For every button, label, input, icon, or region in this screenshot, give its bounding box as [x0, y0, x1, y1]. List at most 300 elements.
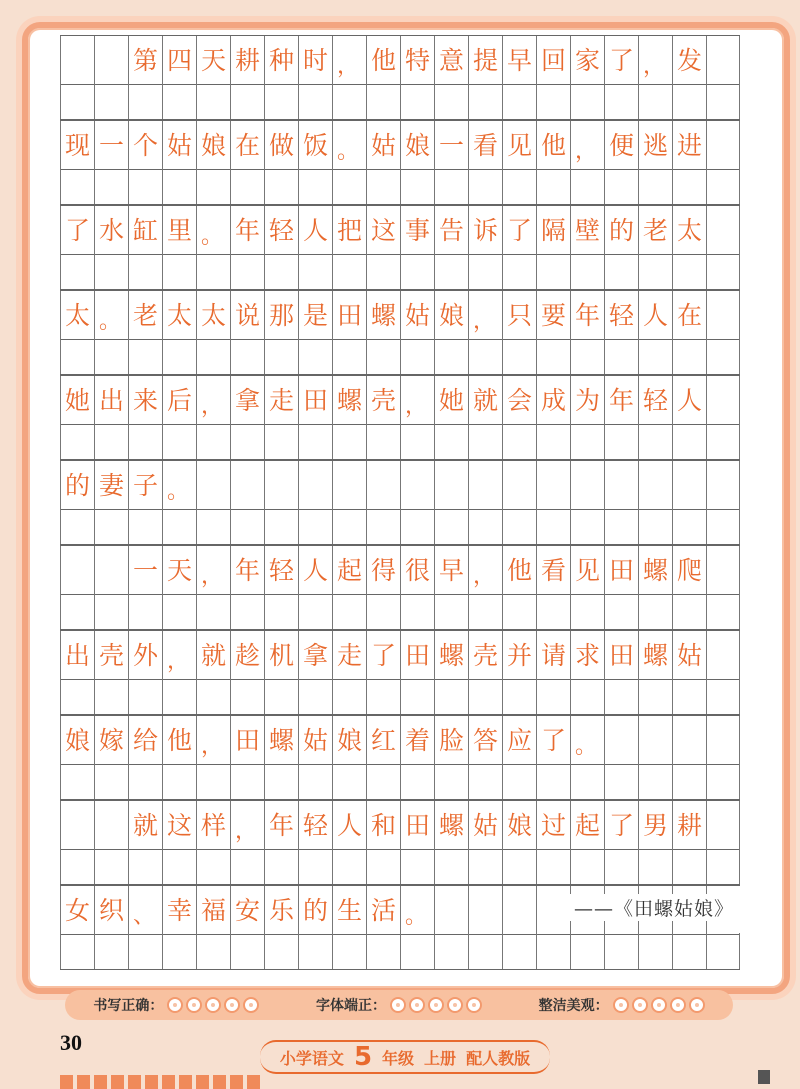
- practice-cell[interactable]: [400, 763, 434, 799]
- practice-cell[interactable]: [298, 508, 332, 544]
- writing-cell[interactable]: 姑: [366, 121, 400, 169]
- writing-cell[interactable]: 走: [332, 631, 366, 679]
- practice-cell[interactable]: [94, 848, 128, 884]
- flower-icon[interactable]: [243, 997, 259, 1013]
- practice-cell[interactable]: [536, 763, 570, 799]
- practice-cell[interactable]: [434, 338, 468, 374]
- writing-cell[interactable]: 螺: [332, 376, 366, 424]
- practice-cell[interactable]: [332, 83, 366, 119]
- writing-cell[interactable]: 起: [570, 801, 604, 849]
- flower-icon[interactable]: [409, 997, 425, 1013]
- writing-cell[interactable]: [264, 461, 298, 509]
- practice-cell[interactable]: [400, 678, 434, 714]
- practice-cell[interactable]: [264, 338, 298, 374]
- practice-cell[interactable]: [162, 678, 196, 714]
- practice-cell[interactable]: [60, 253, 94, 289]
- rating-stars[interactable]: [167, 997, 259, 1013]
- writing-cell[interactable]: 说: [230, 291, 264, 339]
- practice-cell[interactable]: [502, 593, 536, 629]
- practice-cell[interactable]: [162, 423, 196, 459]
- practice-cell[interactable]: [298, 423, 332, 459]
- practice-cell[interactable]: [468, 933, 502, 969]
- practice-cell[interactable]: [638, 168, 672, 204]
- practice-cell[interactable]: [60, 848, 94, 884]
- writing-cell[interactable]: [468, 461, 502, 509]
- practice-cell[interactable]: [706, 593, 740, 629]
- practice-cell[interactable]: [230, 423, 264, 459]
- practice-cell[interactable]: [502, 848, 536, 884]
- practice-cell[interactable]: [94, 933, 128, 969]
- flower-icon[interactable]: [390, 997, 406, 1013]
- practice-cell[interactable]: [60, 423, 94, 459]
- practice-cell[interactable]: [332, 678, 366, 714]
- practice-cell[interactable]: [366, 83, 400, 119]
- flower-icon[interactable]: [447, 997, 463, 1013]
- writing-cell[interactable]: 这: [366, 206, 400, 254]
- writing-cell[interactable]: 拿: [230, 376, 264, 424]
- writing-cell[interactable]: 人: [332, 801, 366, 849]
- writing-cell[interactable]: 了: [604, 801, 638, 849]
- writing-cell[interactable]: 了: [366, 631, 400, 679]
- writing-cell[interactable]: ，: [468, 546, 502, 594]
- writing-cell[interactable]: 隔: [536, 206, 570, 254]
- writing-cell[interactable]: 样: [196, 801, 230, 849]
- writing-cell[interactable]: 子: [128, 461, 162, 509]
- writing-cell[interactable]: ，: [162, 631, 196, 679]
- writing-cell[interactable]: 的: [604, 206, 638, 254]
- writing-cell[interactable]: [94, 801, 128, 849]
- practice-cell[interactable]: [162, 593, 196, 629]
- writing-cell[interactable]: [706, 716, 740, 764]
- practice-cell[interactable]: [162, 338, 196, 374]
- writing-cell[interactable]: 人: [298, 206, 332, 254]
- practice-cell[interactable]: [706, 83, 740, 119]
- writing-cell[interactable]: 事: [400, 206, 434, 254]
- practice-cell[interactable]: [434, 678, 468, 714]
- practice-cell[interactable]: [400, 593, 434, 629]
- practice-cell[interactable]: [366, 848, 400, 884]
- writing-cell[interactable]: 一: [128, 546, 162, 594]
- writing-cell[interactable]: 福: [196, 886, 230, 934]
- practice-cell[interactable]: [434, 508, 468, 544]
- practice-cell[interactable]: [706, 848, 740, 884]
- writing-cell[interactable]: 他: [162, 716, 196, 764]
- practice-cell[interactable]: [94, 678, 128, 714]
- writing-cell[interactable]: 水: [94, 206, 128, 254]
- practice-cell[interactable]: [94, 338, 128, 374]
- practice-cell[interactable]: [298, 83, 332, 119]
- writing-cell[interactable]: [400, 461, 434, 509]
- writing-cell[interactable]: 壳: [366, 376, 400, 424]
- flower-icon[interactable]: [651, 997, 667, 1013]
- practice-cell[interactable]: [128, 423, 162, 459]
- writing-cell[interactable]: 见: [570, 546, 604, 594]
- writing-cell[interactable]: 娘: [332, 716, 366, 764]
- writing-cell[interactable]: 在: [672, 291, 706, 339]
- practice-cell[interactable]: [468, 678, 502, 714]
- writing-cell[interactable]: 轻: [298, 801, 332, 849]
- practice-cell[interactable]: [298, 678, 332, 714]
- practice-cell[interactable]: [196, 593, 230, 629]
- practice-cell[interactable]: [604, 593, 638, 629]
- writing-cell[interactable]: 爬: [672, 546, 706, 594]
- practice-cell[interactable]: [264, 83, 298, 119]
- practice-cell[interactable]: [60, 338, 94, 374]
- rating-stars[interactable]: [390, 997, 482, 1013]
- practice-cell[interactable]: [366, 593, 400, 629]
- writing-cell[interactable]: 后: [162, 376, 196, 424]
- writing-cell[interactable]: ，: [230, 801, 264, 849]
- practice-cell[interactable]: [604, 423, 638, 459]
- writing-cell[interactable]: 意: [434, 36, 468, 84]
- practice-cell[interactable]: [672, 508, 706, 544]
- writing-cell[interactable]: 壳: [94, 631, 128, 679]
- writing-cell[interactable]: 给: [128, 716, 162, 764]
- practice-cell[interactable]: [332, 763, 366, 799]
- writing-cell[interactable]: 田: [230, 716, 264, 764]
- practice-cell[interactable]: [366, 508, 400, 544]
- practice-cell[interactable]: [400, 933, 434, 969]
- writing-cell[interactable]: 外: [128, 631, 162, 679]
- flower-icon[interactable]: [167, 997, 183, 1013]
- writing-cell[interactable]: 年: [264, 801, 298, 849]
- writing-cell[interactable]: 年: [604, 376, 638, 424]
- writing-cell[interactable]: 是: [298, 291, 332, 339]
- writing-cell[interactable]: 田: [298, 376, 332, 424]
- practice-cell[interactable]: [468, 763, 502, 799]
- practice-cell[interactable]: [230, 933, 264, 969]
- practice-cell[interactable]: [162, 253, 196, 289]
- practice-cell[interactable]: [128, 253, 162, 289]
- writing-cell[interactable]: 太: [672, 206, 706, 254]
- practice-cell[interactable]: [332, 253, 366, 289]
- writing-cell[interactable]: 请: [536, 631, 570, 679]
- practice-cell[interactable]: [196, 763, 230, 799]
- practice-cell[interactable]: [638, 933, 672, 969]
- practice-cell[interactable]: [672, 338, 706, 374]
- writing-cell[interactable]: 。: [94, 291, 128, 339]
- practice-cell[interactable]: [230, 253, 264, 289]
- practice-cell[interactable]: [468, 593, 502, 629]
- writing-cell[interactable]: 家: [570, 36, 604, 84]
- writing-cell[interactable]: 过: [536, 801, 570, 849]
- writing-cell[interactable]: 回: [536, 36, 570, 84]
- practice-cell[interactable]: [672, 253, 706, 289]
- practice-cell[interactable]: [94, 593, 128, 629]
- writing-cell[interactable]: [706, 376, 740, 424]
- writing-cell[interactable]: 的: [60, 461, 94, 509]
- practice-cell[interactable]: [366, 338, 400, 374]
- writing-cell[interactable]: 应: [502, 716, 536, 764]
- writing-cell[interactable]: 男: [638, 801, 672, 849]
- practice-cell[interactable]: [706, 933, 740, 969]
- practice-cell[interactable]: [264, 508, 298, 544]
- practice-cell[interactable]: [128, 83, 162, 119]
- practice-cell[interactable]: [536, 933, 570, 969]
- practice-cell[interactable]: [264, 593, 298, 629]
- practice-cell[interactable]: [638, 848, 672, 884]
- writing-cell[interactable]: 她: [60, 376, 94, 424]
- practice-cell[interactable]: [706, 508, 740, 544]
- writing-cell[interactable]: 个: [128, 121, 162, 169]
- writing-cell[interactable]: ，: [570, 121, 604, 169]
- practice-cell[interactable]: [230, 338, 264, 374]
- practice-cell[interactable]: [162, 168, 196, 204]
- practice-cell[interactable]: [196, 168, 230, 204]
- practice-cell[interactable]: [638, 423, 672, 459]
- writing-cell[interactable]: 了: [502, 206, 536, 254]
- writing-cell[interactable]: 并: [502, 631, 536, 679]
- writing-cell[interactable]: 人: [298, 546, 332, 594]
- writing-cell[interactable]: [366, 461, 400, 509]
- writing-cell[interactable]: [60, 36, 94, 84]
- practice-cell[interactable]: [638, 83, 672, 119]
- practice-cell[interactable]: [332, 338, 366, 374]
- writing-cell[interactable]: 、: [128, 886, 162, 934]
- practice-cell[interactable]: [468, 253, 502, 289]
- writing-cell[interactable]: 年: [230, 206, 264, 254]
- writing-cell[interactable]: 耕: [672, 801, 706, 849]
- writing-cell[interactable]: 生: [332, 886, 366, 934]
- writing-cell[interactable]: 那: [264, 291, 298, 339]
- practice-cell[interactable]: [264, 678, 298, 714]
- practice-cell[interactable]: [468, 168, 502, 204]
- practice-cell[interactable]: [536, 253, 570, 289]
- practice-cell[interactable]: [298, 593, 332, 629]
- practice-cell[interactable]: [230, 763, 264, 799]
- writing-cell[interactable]: 织: [94, 886, 128, 934]
- writing-cell[interactable]: [298, 461, 332, 509]
- practice-cell[interactable]: [570, 848, 604, 884]
- writing-cell[interactable]: 她: [434, 376, 468, 424]
- writing-cell[interactable]: 乐: [264, 886, 298, 934]
- writing-cell[interactable]: 轻: [264, 546, 298, 594]
- practice-cell[interactable]: [502, 83, 536, 119]
- writing-cell[interactable]: 老: [638, 206, 672, 254]
- writing-cell[interactable]: 娘: [60, 716, 94, 764]
- practice-cell[interactable]: [502, 678, 536, 714]
- practice-cell[interactable]: [502, 763, 536, 799]
- writing-cell[interactable]: 螺: [366, 291, 400, 339]
- practice-cell[interactable]: [434, 83, 468, 119]
- writing-cell[interactable]: ，: [638, 36, 672, 84]
- writing-cell[interactable]: [60, 546, 94, 594]
- practice-cell[interactable]: [672, 763, 706, 799]
- writing-cell[interactable]: [706, 801, 740, 849]
- writing-cell[interactable]: [502, 886, 536, 934]
- practice-cell[interactable]: [128, 933, 162, 969]
- practice-cell[interactable]: [706, 763, 740, 799]
- practice-cell[interactable]: [638, 253, 672, 289]
- practice-cell[interactable]: [264, 423, 298, 459]
- writing-cell[interactable]: 妻: [94, 461, 128, 509]
- writing-cell[interactable]: [230, 461, 264, 509]
- practice-cell[interactable]: [434, 423, 468, 459]
- writing-cell[interactable]: 特: [400, 36, 434, 84]
- writing-cell[interactable]: [672, 461, 706, 509]
- writing-cell[interactable]: [638, 716, 672, 764]
- writing-cell[interactable]: [570, 461, 604, 509]
- practice-cell[interactable]: [298, 168, 332, 204]
- practice-cell[interactable]: [400, 83, 434, 119]
- practice-cell[interactable]: [264, 168, 298, 204]
- writing-cell[interactable]: [502, 461, 536, 509]
- practice-cell[interactable]: [332, 423, 366, 459]
- practice-cell[interactable]: [60, 763, 94, 799]
- practice-cell[interactable]: [298, 848, 332, 884]
- writing-cell[interactable]: 早: [434, 546, 468, 594]
- practice-cell[interactable]: [196, 253, 230, 289]
- practice-cell[interactable]: [536, 848, 570, 884]
- practice-cell[interactable]: [128, 168, 162, 204]
- writing-cell[interactable]: 壳: [468, 631, 502, 679]
- practice-cell[interactable]: [604, 848, 638, 884]
- practice-cell[interactable]: [400, 253, 434, 289]
- writing-cell[interactable]: 螺: [638, 631, 672, 679]
- practice-cell[interactable]: [468, 338, 502, 374]
- writing-cell[interactable]: [468, 886, 502, 934]
- practice-cell[interactable]: [94, 508, 128, 544]
- practice-cell[interactable]: [230, 83, 264, 119]
- writing-cell[interactable]: 答: [468, 716, 502, 764]
- practice-cell[interactable]: [468, 83, 502, 119]
- writing-cell[interactable]: [536, 886, 570, 934]
- writing-cell[interactable]: 娘: [502, 801, 536, 849]
- practice-cell[interactable]: [60, 593, 94, 629]
- practice-cell[interactable]: [502, 338, 536, 374]
- writing-cell[interactable]: [706, 36, 740, 84]
- practice-cell[interactable]: [706, 253, 740, 289]
- writing-cell[interactable]: 告: [434, 206, 468, 254]
- practice-cell[interactable]: [60, 678, 94, 714]
- writing-cell[interactable]: 的: [298, 886, 332, 934]
- writing-cell[interactable]: [60, 801, 94, 849]
- writing-cell[interactable]: 这: [162, 801, 196, 849]
- writing-cell[interactable]: 发: [672, 36, 706, 84]
- practice-cell[interactable]: [366, 168, 400, 204]
- writing-cell[interactable]: 姑: [298, 716, 332, 764]
- writing-cell[interactable]: 螺: [434, 801, 468, 849]
- writing-cell[interactable]: 了: [60, 206, 94, 254]
- practice-cell[interactable]: [332, 848, 366, 884]
- writing-cell[interactable]: 了: [604, 36, 638, 84]
- practice-cell[interactable]: [434, 168, 468, 204]
- writing-cell[interactable]: [706, 461, 740, 509]
- writing-cell[interactable]: [94, 36, 128, 84]
- writing-cell[interactable]: 一: [434, 121, 468, 169]
- writing-cell[interactable]: 成: [536, 376, 570, 424]
- practice-cell[interactable]: [94, 253, 128, 289]
- practice-cell[interactable]: [502, 168, 536, 204]
- writing-cell[interactable]: [196, 461, 230, 509]
- writing-cell[interactable]: 为: [570, 376, 604, 424]
- practice-cell[interactable]: [638, 678, 672, 714]
- practice-cell[interactable]: [536, 678, 570, 714]
- writing-cell[interactable]: 年: [230, 546, 264, 594]
- writing-cell[interactable]: [638, 461, 672, 509]
- practice-cell[interactable]: [604, 678, 638, 714]
- writing-cell[interactable]: 提: [468, 36, 502, 84]
- flower-icon[interactable]: [186, 997, 202, 1013]
- practice-cell[interactable]: [536, 83, 570, 119]
- practice-cell[interactable]: [706, 423, 740, 459]
- practice-cell[interactable]: [298, 253, 332, 289]
- writing-cell[interactable]: 缸: [128, 206, 162, 254]
- writing-cell[interactable]: 。: [196, 206, 230, 254]
- writing-cell[interactable]: 着: [400, 716, 434, 764]
- writing-cell[interactable]: 轻: [638, 376, 672, 424]
- flower-icon[interactable]: [224, 997, 240, 1013]
- writing-cell[interactable]: 出: [94, 376, 128, 424]
- practice-cell[interactable]: [264, 848, 298, 884]
- practice-cell[interactable]: [264, 933, 298, 969]
- practice-cell[interactable]: [366, 423, 400, 459]
- writing-cell[interactable]: [332, 461, 366, 509]
- writing-cell[interactable]: 田: [332, 291, 366, 339]
- writing-cell[interactable]: 田: [604, 631, 638, 679]
- writing-cell[interactable]: 来: [128, 376, 162, 424]
- writing-cell[interactable]: 女: [60, 886, 94, 934]
- writing-cell[interactable]: [706, 121, 740, 169]
- writing-cell[interactable]: [604, 461, 638, 509]
- practice-cell[interactable]: [570, 253, 604, 289]
- writing-cell[interactable]: 。: [162, 461, 196, 509]
- practice-cell[interactable]: [298, 933, 332, 969]
- practice-cell[interactable]: [638, 508, 672, 544]
- practice-cell[interactable]: [502, 933, 536, 969]
- writing-cell[interactable]: 螺: [638, 546, 672, 594]
- practice-cell[interactable]: [230, 508, 264, 544]
- writing-cell[interactable]: 。: [400, 886, 434, 934]
- writing-cell[interactable]: 见: [502, 121, 536, 169]
- practice-cell[interactable]: [196, 338, 230, 374]
- practice-cell[interactable]: [128, 848, 162, 884]
- rating-stars[interactable]: [613, 997, 705, 1013]
- writing-cell[interactable]: [434, 886, 468, 934]
- writing-cell[interactable]: 田: [400, 801, 434, 849]
- writing-cell[interactable]: 脸: [434, 716, 468, 764]
- writing-cell[interactable]: 红: [366, 716, 400, 764]
- practice-cell[interactable]: [468, 423, 502, 459]
- practice-cell[interactable]: [672, 678, 706, 714]
- flower-icon[interactable]: [428, 997, 444, 1013]
- writing-cell[interactable]: 田: [400, 631, 434, 679]
- writing-cell[interactable]: 现: [60, 121, 94, 169]
- writing-cell[interactable]: 姑: [162, 121, 196, 169]
- practice-cell[interactable]: [60, 933, 94, 969]
- writing-cell[interactable]: 一: [94, 121, 128, 169]
- practice-cell[interactable]: [196, 423, 230, 459]
- practice-cell[interactable]: [128, 593, 162, 629]
- practice-cell[interactable]: [366, 253, 400, 289]
- writing-cell[interactable]: 趁: [230, 631, 264, 679]
- writing-cell[interactable]: 拿: [298, 631, 332, 679]
- writing-cell[interactable]: 诉: [468, 206, 502, 254]
- practice-cell[interactable]: [366, 763, 400, 799]
- writing-cell[interactable]: 人: [672, 376, 706, 424]
- writing-cell[interactable]: 田: [604, 546, 638, 594]
- writing-cell[interactable]: 娘: [196, 121, 230, 169]
- writing-cell[interactable]: ，: [196, 376, 230, 424]
- writing-cell[interactable]: ，: [468, 291, 502, 339]
- practice-cell[interactable]: [298, 763, 332, 799]
- writing-cell[interactable]: [706, 291, 740, 339]
- practice-cell[interactable]: [638, 593, 672, 629]
- practice-cell[interactable]: [706, 338, 740, 374]
- practice-cell[interactable]: [536, 423, 570, 459]
- practice-cell[interactable]: [196, 848, 230, 884]
- writing-cell[interactable]: 嫁: [94, 716, 128, 764]
